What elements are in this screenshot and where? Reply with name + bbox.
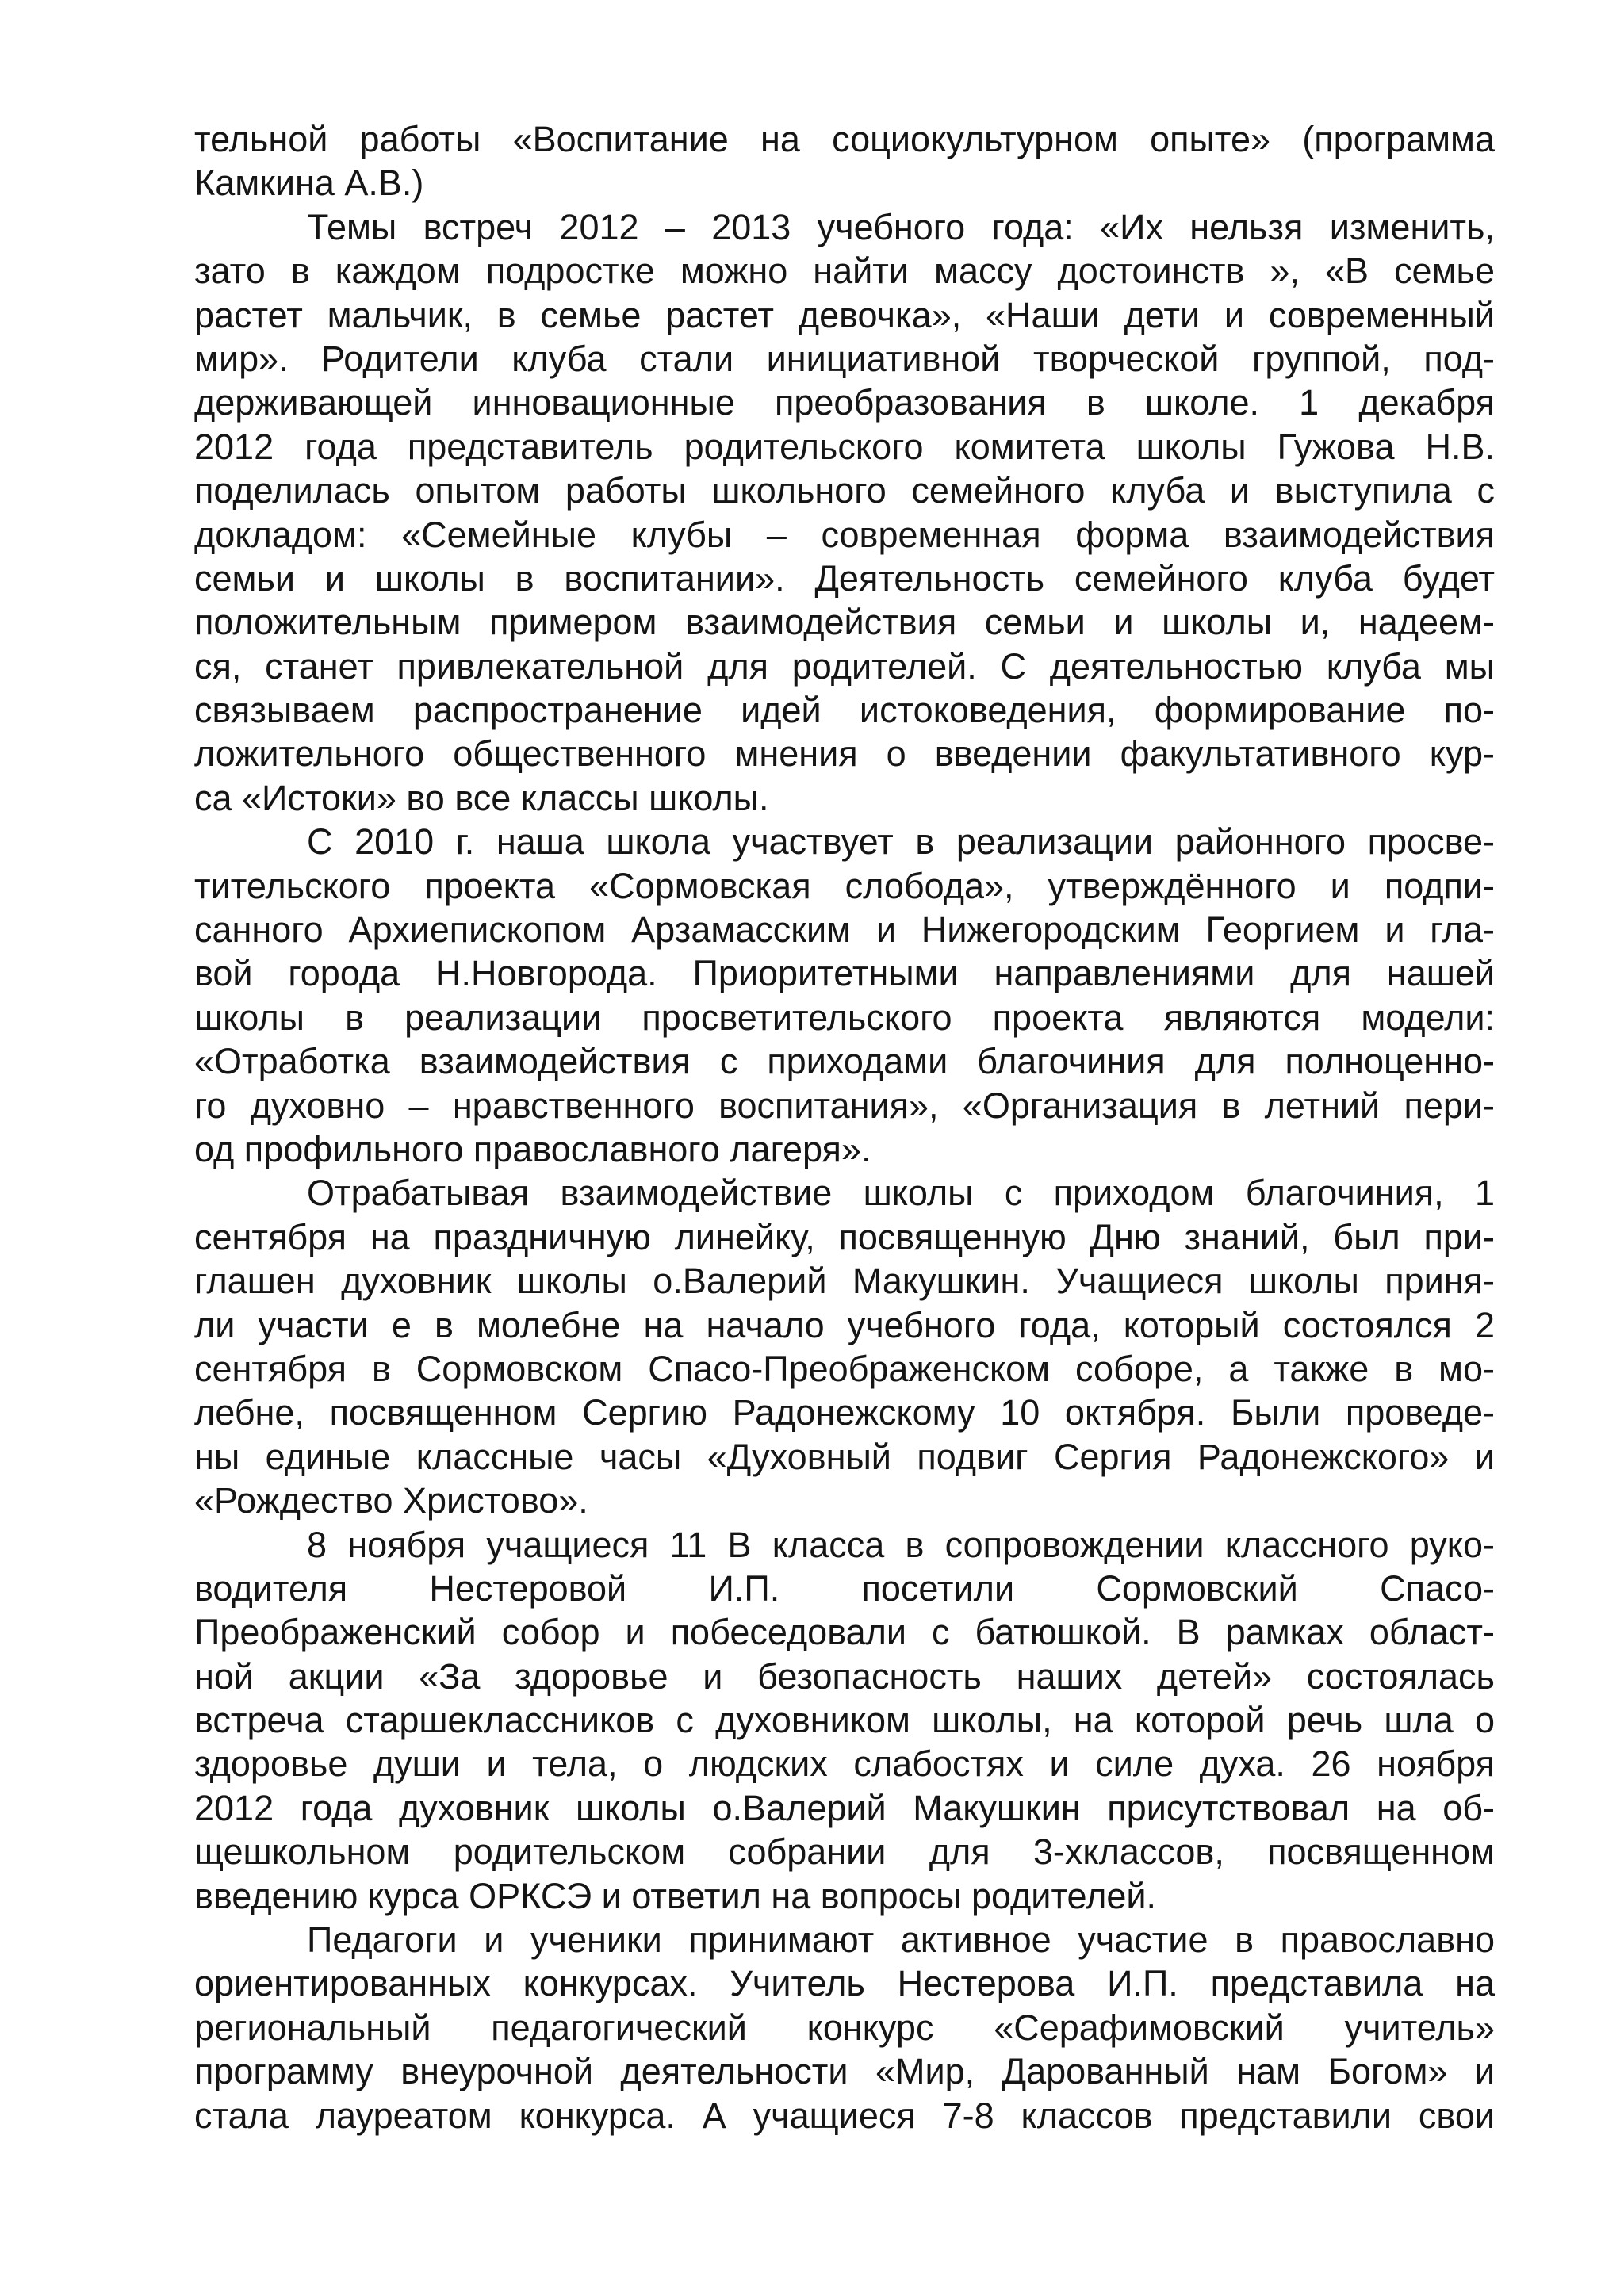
text-line: 2012 года представитель родительского комитета школы Гужова Н.В. <box>194 426 1495 467</box>
text-line: связываем распространение идей истоковедения, формирование по- <box>194 690 1495 731</box>
text-line: Преображенский собор и побеседовали с батюшкой. В рамках област- <box>194 1612 1495 1653</box>
text-line: Камкина А.В.) <box>194 163 424 204</box>
text-line: сентября на праздничную линейку, посвященную Дню знаний, был при- <box>194 1216 1495 1257</box>
text-line: са «Истоки» во все классы школы. <box>194 777 769 818</box>
text-line: школы в реализации просветительского проекта являются модели: <box>194 997 1495 1038</box>
text-line: программу внеурочной деятельности «Мир, Дарованный нам Богом» и <box>194 2051 1495 2092</box>
paragraph-first-line: Отрабатывая взаимодействие школы с приходом благочиния, 1 <box>307 1173 1495 1214</box>
text-line: ной акции «За здоровье и безопасность наших детей» состоялась <box>194 1655 1495 1697</box>
text-line: зато в каждом подростке можно найти массу достоинств », «В семье <box>194 251 1495 292</box>
text-line: тельной работы «Воспитание на социокультурном опыте» (программа <box>194 119 1495 159</box>
paragraph-first-line: 8 ноября учащиеся 11 В класса в сопровождении классного руко- <box>307 1524 1495 1565</box>
text-line: ориентированных конкурсах. Учитель Нестерова И.П. представила на <box>194 1963 1495 2004</box>
text-line: региональный педагогический конкурс «Серафимовский учитель» <box>194 2007 1495 2048</box>
text-line: ложительного общественного мнения о введении факультативного кур- <box>194 733 1495 775</box>
body-text <box>194 117 1495 2137</box>
paragraph-first-line: Темы встреч 2012 – 2013 учебного года: «Их нельзя изменить, <box>307 206 1495 247</box>
text-line: лебне, посвященном Сергию Радонежскому 10 октября. Были проведе- <box>194 1392 1495 1433</box>
text-line: держивающей инновационные преобразования в школе. 1 декабря <box>194 382 1495 423</box>
text-line: вой города Н.Новгорода. Приоритетными направлениями для нашей <box>194 953 1495 994</box>
text-line: здоровье души и тела, о людских слабостях и силе духа. 26 ноября <box>194 1743 1495 1785</box>
text-line: стала лауреатом конкурса. А учащиеся 7-8 классов представили свои <box>194 2095 1495 2136</box>
text-line: го духовно – нравственного воспитания», «Организация в летний пери- <box>194 1085 1495 1126</box>
text-line: ны единые классные часы «Духовный подвиг Сергия Радонежского» и <box>194 1436 1495 1477</box>
text-line: докладом: «Семейные клубы – современная форма взаимодействия <box>194 514 1495 555</box>
text-line: ли участи е в молебне на начало учебного года, который состоялся 2 <box>194 1304 1495 1345</box>
text-line: сентября в Сормовском Спасо-Преображенском соборе, а также в мо- <box>194 1348 1495 1389</box>
text-line: семьи и школы в воспитании». Деятельность семейного клуба будет <box>194 557 1495 599</box>
text-line: водителя Нестеровой И.П. посетили Сормовский Спасо- <box>194 1567 1495 1609</box>
text-line: глашен духовник школы о.Валерий Макушкин. Учащиеся школы приня- <box>194 1261 1495 1302</box>
text-line: «Отработка взаимодействия с приходами благочиния для полноценно- <box>194 1041 1495 1082</box>
text-line: санного Архиепископом Арзамасским и Нижегородским Георгием и гла- <box>194 909 1495 951</box>
text-line: од профильного православного лагеря». <box>194 1128 871 1169</box>
text-line: введению курса ОРКСЭ и ответил на вопросы родителей. <box>194 1875 1157 1916</box>
text-line: 2012 года духовник школы о.Валерий Макушкин присутствовал на об- <box>194 1787 1495 1828</box>
paragraph-first-line: Педагоги и ученики принимают активное участие в православно <box>307 1919 1495 1961</box>
text-line: тительского проекта «Сормовская слобода», утверждённого и подпи- <box>194 865 1495 906</box>
text-line: ся, станет привлекательной для родителей. С деятельностью клуба мы <box>194 645 1495 687</box>
text-line: мир». Родители клуба стали инициативной творческой группой, под- <box>194 338 1495 379</box>
text-line: растет мальчик, в семье растет девочка», «Наши дети и современный <box>194 294 1495 335</box>
text-line: встреча старшеклассников с духовником школы, на которой речь шла о <box>194 1700 1495 1741</box>
paragraph-first-line: С 2010 г. наша школа участвует в реализации районного просве- <box>307 821 1495 863</box>
text-line: «Рождество Христово». <box>194 1480 588 1521</box>
text-line: щешкольном родительском собрании для 3-хклассов, посвященном <box>194 1831 1495 1873</box>
text-line: положительным примером взаимодействия семьи и школы и, надеем- <box>194 602 1495 643</box>
text-line: поделилась опытом работы школьного семейного клуба и выступила с <box>194 470 1495 511</box>
